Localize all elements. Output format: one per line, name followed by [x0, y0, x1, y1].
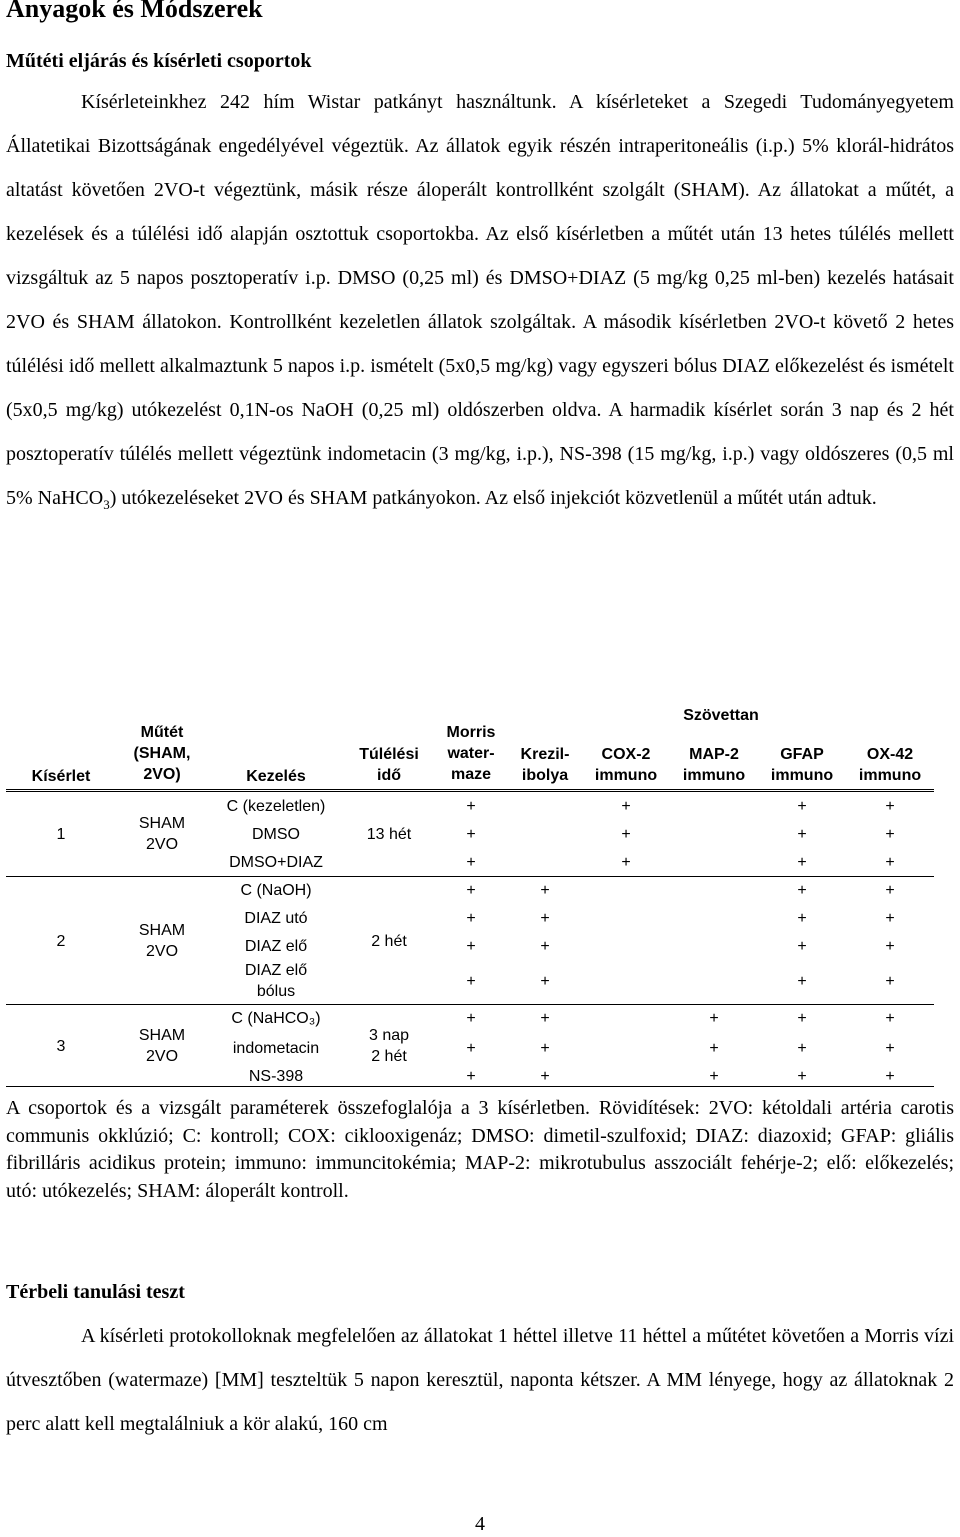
row-mark-krezil: + [540, 1010, 550, 1027]
header-tulelesi: Túlélési idő [359, 746, 419, 784]
row-mark-krezil: + [540, 1040, 550, 1057]
row-mark-morris: + [466, 1010, 476, 1027]
row-kezeles: DIAZ elő bólus [244, 962, 308, 1000]
row-mark-gfap: + [797, 910, 807, 927]
group-3-mutet: SHAM 2VO [138, 1027, 186, 1065]
group-1-tulelesi: 13 hét [366, 826, 412, 843]
section-title: Anyagok és Módszerek [6, 0, 263, 23]
header-cox2: COX-2 immuno [594, 746, 658, 784]
row-mark-gfap: + [797, 1010, 807, 1027]
group-3-id: 3 [56, 1038, 66, 1055]
row-kezeles: DMSO [252, 826, 300, 843]
row-mark-map2: + [709, 1040, 719, 1057]
group-rule [6, 1004, 934, 1005]
header-szovettan: Szövettan [683, 707, 759, 724]
group-2-id: 2 [56, 933, 66, 950]
row-mark-gfap: + [797, 973, 807, 990]
row-mark-gfap: + [797, 854, 807, 871]
group-1-mutet: SHAM 2VO [138, 815, 186, 853]
row-mark-morris: + [466, 973, 476, 990]
header-morris: Morris water- maze [446, 724, 496, 783]
row-mark-ox42: + [885, 854, 895, 871]
row-mark-gfap: + [797, 826, 807, 843]
row-mark-ox42: + [885, 973, 895, 990]
row-mark-ox42: + [885, 798, 895, 815]
group-2-mutet: SHAM 2VO [138, 922, 186, 960]
group-3-tulelesi: 3 nap 2 hét [368, 1027, 410, 1065]
row-mark-krezil: + [540, 882, 550, 899]
row-kezeles: NS-398 [248, 1068, 304, 1085]
row-mark-ox42: + [885, 1010, 895, 1027]
row-mark-gfap: + [797, 938, 807, 955]
row-mark-gfap: + [797, 798, 807, 815]
subsection-title-surgery: Műtéti eljárás és kísérleti csoportok [6, 50, 312, 72]
row-kezeles: DIAZ elő [244, 938, 308, 955]
row-mark-map2: + [709, 1068, 719, 1085]
page-number: 4 [475, 1513, 485, 1535]
row-kezeles: indometacin [232, 1040, 320, 1057]
paragraph-spatial-learning: A kísérleti protokolloknak megfelelően az állatokat 1 héttel illetve 11 héttel a műtétet követően a Morris vízi útvesztőben (watermaze) [MM] teszteltük 5 napon keresztül, naponta kétszer. A MM lényege, hogy az állatoknak 2 perc alatt kell megtalálniuk a kör alakú, 160 cm [6, 1325, 954, 1435]
row-mark-cox2: + [621, 798, 631, 815]
row-mark-ox42: + [885, 1040, 895, 1057]
group-2-tulelesi: 2 hét [371, 933, 407, 950]
row-mark-ox42: + [885, 882, 895, 899]
header-rule [6, 789, 934, 792]
row-kezeles: C (NaHCO₃) [231, 1010, 321, 1027]
row-mark-morris: + [466, 910, 476, 927]
row-kezeles: DMSO+DIAZ [229, 854, 323, 871]
paragraph-methods: Kísérleteinkhez 242 hím Wistar patkányt használtunk. A kísérleteket a Szegedi Tudományegyetem Állatetikai Bizottságának engedélyével végeztük. Az állatok egyik részén intraperitoneális (i.p.) 5% klorál-hidrátos altatást követően 2VO-t végeztünk, másik része áloperált kontrollként szolgált (SHAM). Az állatokat a műtét, a kezelések és a túlélési idő alapján osztottuk csoportokba. Az első kísérletben a műtét után 13 hetes túlélés mellett vizsgáltuk az 5 napos posztoperatív i.p. DMSO (0,25 ml) és DMSO+DIAZ (5 mg/kg 0,25 ml-ben) kezelés hatásait 2VO és SHAM állatokon. Kontrollként kezeletlen állatok szolgáltak. A második kísérletben 2VO-t követő 2 hetes túlélési idő mellett alkalmaztunk 5 napos i.p. ismételt (5x0,5 mg/kg) vagy egyszeri bólus DIAZ előkezelést és ismételt (5x0,5 mg/kg) utókezelést 0,1N-os NaOH (0,25 ml) oldószerben oldva. A harmadik kísérlet során 3 nap és 2 hét posztoperatív túlélés mellett végeztünk indometacin (3 mg/kg, i.p.), NS-398 (15 mg/kg, i.p.) vagy oldószeres (0,5 ml 5% NaHCO$_3$) utókezeléseket 2VO és SHAM patkányokon. Az első injekciót közvetlenül a műtét után adtuk. [6, 91, 954, 512]
row-mark-krezil: + [540, 910, 550, 927]
row-kezeles: C (NaOH) [240, 882, 312, 899]
row-mark-morris: + [466, 1068, 476, 1085]
row-mark-morris: + [466, 854, 476, 871]
row-mark-gfap: + [797, 1040, 807, 1057]
row-mark-morris: + [466, 938, 476, 955]
row-mark-morris: + [466, 826, 476, 843]
header-kezeles: Kezelés [246, 768, 306, 785]
header-map2: MAP-2 immuno [682, 746, 746, 784]
subsection-title-spatial-learning: Térbeli tanulási teszt [6, 1281, 185, 1303]
row-mark-cox2: + [621, 854, 631, 871]
row-mark-gfap: + [797, 1068, 807, 1085]
row-kezeles: C (kezeletlen) [226, 798, 326, 815]
row-mark-cox2: + [621, 826, 631, 843]
row-mark-gfap: + [797, 882, 807, 899]
row-mark-map2: + [709, 1010, 719, 1027]
row-mark-ox42: + [885, 826, 895, 843]
row-kezeles: DIAZ utó [244, 910, 308, 927]
row-mark-morris: + [466, 798, 476, 815]
row-mark-ox42: + [885, 910, 895, 927]
group-rule [6, 876, 934, 877]
header-mutet: Műtét (SHAM, 2VO) [133, 724, 191, 783]
header-krezil: Krezil- ibolya [520, 746, 570, 784]
header-kiserlet: Kísérlet [31, 768, 91, 785]
row-mark-krezil: + [540, 973, 550, 990]
group-1-id: 1 [56, 826, 66, 843]
row-mark-krezil: + [540, 1068, 550, 1085]
row-mark-krezil: + [540, 938, 550, 955]
row-mark-morris: + [466, 1040, 476, 1057]
row-mark-morris: + [466, 882, 476, 899]
header-gfap: GFAP immuno [770, 746, 834, 784]
table-caption: A csoportok és a vizsgált paraméterek összefoglalója a 3 kísérletben. Rövidítések: 2VO: kétoldali artéria carotis communis okklúzió; C: kontroll; COX: ciklooxigenáz; DMSO: dimetil-szulfoxid; DIAZ: diazoxid; GFAP: gliális fibrilláris acidikus protein; immuno: immuncitokémia; MAP-2: mikrotubulus asszociált fehérje-2; elő: előkezelés; utó: utókezelés; SHAM: áloperált kontroll. [6, 1097, 954, 1202]
header-ox42: OX-42 immuno [858, 746, 922, 784]
row-mark-ox42: + [885, 938, 895, 955]
row-mark-ox42: + [885, 1068, 895, 1085]
